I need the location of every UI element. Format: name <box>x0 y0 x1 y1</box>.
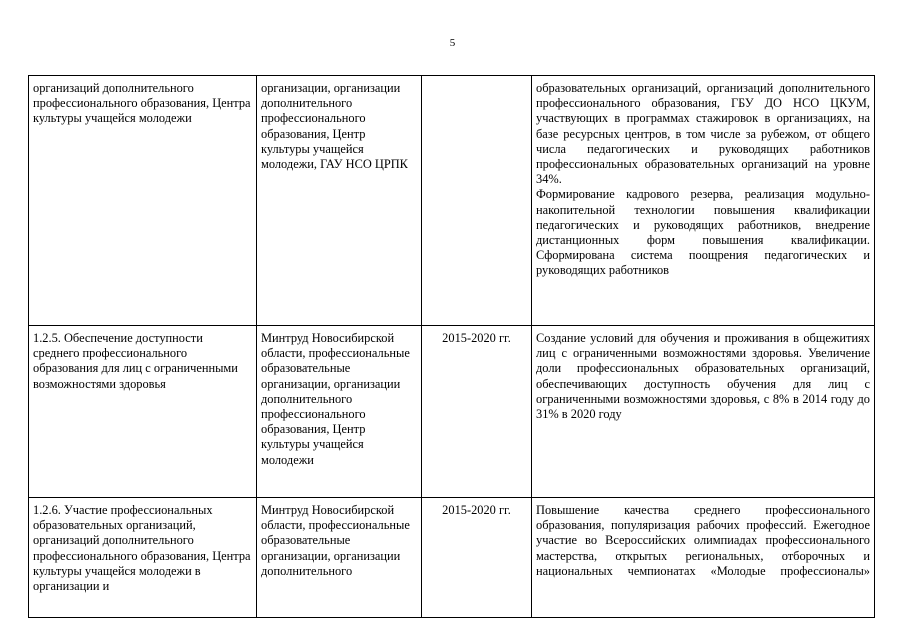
activity-cell: организаций дополнительного профессионального образования, Центра культуры учащейся молодежи <box>29 76 257 326</box>
page-number: 5 <box>449 37 456 49</box>
executors-cell: организации, организации дополнительного профессионального образования, Центр культуры учащейся молодежи, ГАУ НСО ЦРПК <box>257 76 422 326</box>
executors-cell: Минтруд Новосибирской области, профессиональные образовательные организации, организации дополнительного профессионального образования, Центр культуры учащейся молодежи <box>257 326 422 498</box>
result-paragraph: образовательных организаций, организаций дополнительного профессионального образования, ГБУ ДО НСО ЦКУМ, участвующих в программах стажировок в организациях, на базе ресурсных центров, в том числе за рубежом, от общего числа педагогических и руководящих работников профессиональных образовательных организаций на уровне 34%. <box>536 81 870 187</box>
result-cell <box>532 76 875 326</box>
activity-cell: 1.2.6. Участие профессиональных образовательных организаций, организаций дополнительного профессионального образования, Центра культуры учащейся молодежи в организации и <box>29 498 257 618</box>
result-paragraph: Повышение качества среднего профессионального образования, популяризация рабочих профессий. Ежегодное участие во Всероссийских олимпиадах профессионального мастерства, открытых региональных, отборочных и национальных чемпионатах «Молодые профессионалы» <box>536 503 870 578</box>
program-activities-table <box>28 75 875 618</box>
table-row <box>29 326 875 498</box>
result-cell <box>532 326 875 498</box>
period-cell: 2015-2020 гг. <box>422 326 532 498</box>
result-paragraph: Формирование кадрового резерва, реализация модульно-накопительной технологии повышения квалификации педагогических и руководящих работников, внедрение дистанционных форм повышения квалификации. Сформирована система поощрения педагогических и руководящих работников <box>536 187 870 278</box>
period-cell <box>422 76 532 326</box>
executors-cell: Минтруд Новосибирской области, профессиональные образовательные организации, организации дополнительного <box>257 498 422 618</box>
table-row <box>29 76 875 326</box>
result-paragraph: Создание условий для обучения и проживания в общежитиях лиц с ограниченными возможностями здоровья. Увеличение доли профессиональных образовательных организаций, обеспечивающих доступность обучения для лиц с ограниченными возможностями здоровья, с 8% в 2014 году до 31% в 2020 году <box>536 331 870 422</box>
activity-cell: 1.2.5. Обеспечение доступности среднего профессионального образования для лиц с ограниченными возможностями здоровья <box>29 326 257 498</box>
result-cell <box>532 498 875 618</box>
period-cell: 2015-2020 гг. <box>422 498 532 618</box>
table-row <box>29 498 875 618</box>
